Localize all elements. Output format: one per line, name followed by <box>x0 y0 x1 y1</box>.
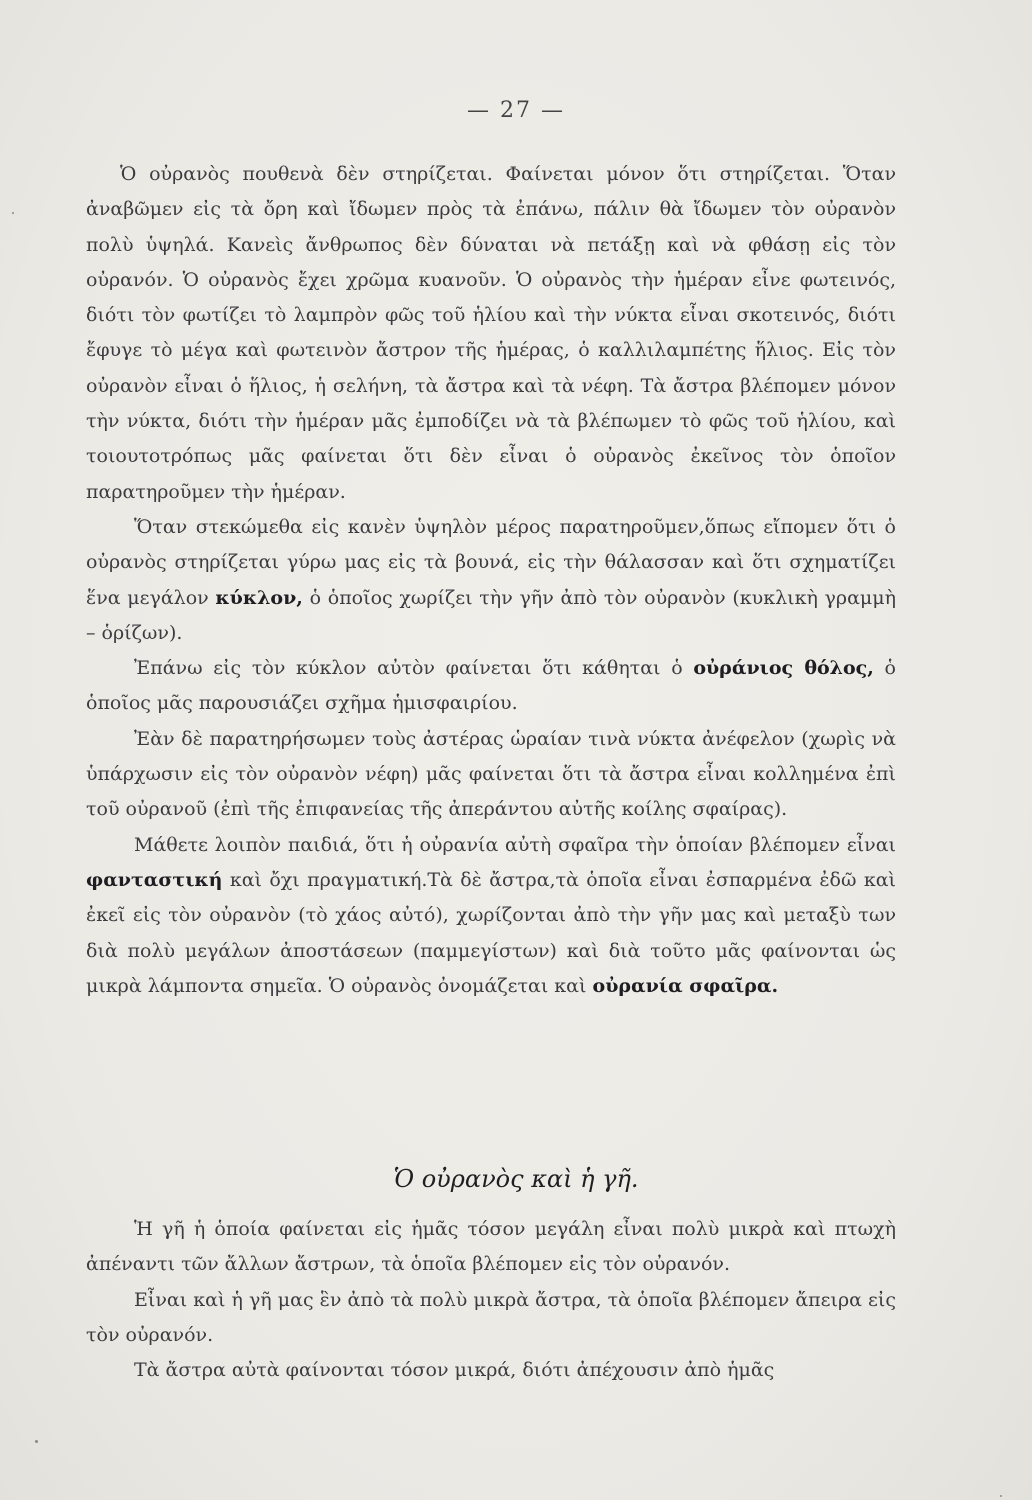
paper-speck <box>12 212 14 214</box>
paragraph-sky-support: Ὁ οὐρανὸς πουθενὰ δὲν στηρίζεται. Φαίνεται μόνον ὅτι στηρίζεται. Ὅταν ἀναβῶμεν εἰς τὰ ὄρη καὶ ἴδωμεν πρὸς τὰ ἐπάνω, πάλιν θὰ ἴδωμεν τὸν οὐρανὸν πολὺ ὑψηλά. Κανεὶς ἄνθρωπος δὲν δύναται νὰ πετάξῃ καὶ νὰ φθάσῃ εἰς τὸν οὐρανόν. Ὁ οὐρανὸς ἔχει χρῶμα κυανοῦν. Ὁ οὐρανὸς τὴν ἡμέραν εἶνε φωτεινός, διότι τὸν φωτίζει τὸ λαμπρὸν φῶς τοῦ ἡλίου καὶ τὴν νύκτα εἶναι σκοτεινός, διότι ἔφυγε τὸ μέγα καὶ φωτεινὸν ἄστρον τῆς ἡμέρας, ὁ καλλιλαμπέτης ἥλιος. Εἰς τὸν οὐρανὸν εἶναι ὁ ἥλιος, ἡ σελήνη, τὰ ἄστρα καὶ τὰ νέφη. Τὰ ἄστρα βλέπομεν μόνον τὴν νύκτα, διότι τὴν ἡμέραν μᾶς ἐμποδίζει νὰ τὰ βλέπωμεν τὸ φῶς τοῦ ἡλίου, καὶ τοιουτοτρόπως μᾶς φαίνεται ὅτι δὲν εἶναι ὁ οὐρανὸς ἐκεῖνος τὸν ὁποῖον παρατηροῦμεν τὴν ἡμέραν. <box>86 163 896 503</box>
paragraph-earth-star: Εἶναι καὶ ἡ γῆ μας ἓν ἀπὸ τὰ πολὺ μικρὰ ἄστρα, τὰ ὁποῖα βλέπομεν ἄπειρα εἰς τὸν οὐρανόν. <box>86 1288 896 1346</box>
paragraph-dome-text-2: ὁ ὁποῖος μᾶς παρουσιάζει σχῆμα ἡμισφαιρίου. <box>86 657 896 715</box>
term-circle: κύκλον, <box>215 586 303 609</box>
term-celestial-sphere: οὐρανία σφαῖρα. <box>592 974 779 997</box>
paragraph-horizon <box>86 510 896 651</box>
paragraph-sphere-text-2: καὶ ὄχι πραγματική.Τὰ δὲ ἄστρα,τὰ ὁποῖα εἶναι ἐσπαρμένα ἐδῶ καὶ ἐκεῖ εἰς τὸν οὐρανὸν (τὸ χάος αὐτό), χωρίζονται ἀπὸ τὴν γῆν μας καὶ μεταξὺ των διὰ πολὺ μεγάλων ἀποστάσεων (παμμεγίστων) καὶ διὰ τοῦτο μᾶς φαίνονται ὡς μικρὰ λάμποντα σημεῖα. Ὁ οὐρανὸς ὀνομάζεται καὶ <box>86 868 896 997</box>
section-text <box>86 1212 896 1388</box>
paragraph-sphere-text-1: Μάθετε λοιπὸν παιδιά, ὅτι ἡ οὐρανία αὐτὴ σφαῖρα τὴν ὁποίαν βλέπομεν εἶναι <box>134 833 896 856</box>
page-number: — 27 — <box>467 98 565 123</box>
paragraph-dome-text-1: Ἐπάνω εἰς τὸν κύκλον αὐτὸν φαίνεται ὅτι κάθηται ὁ <box>134 657 683 680</box>
paragraph-stars-distance: Τὰ ἄστρα αὐτὰ φαίνονται τόσον μικρά, διότι ἀπέχουσιν ἀπὸ ἡμᾶς <box>134 1359 775 1382</box>
paper-speck <box>1000 1495 1002 1497</box>
section-heading: Ὁ οὐρανὸς καὶ ἡ γῆ. <box>393 1165 639 1193</box>
paragraph-horizon-text-1: Ὅταν στεκώμεθα εἰς κανὲν ὑψηλὸν μέρος παρατηροῦμεν,ὅπως εἴπομεν ὅτι ὁ οὐρανὸς στηρίζεται γύρω μας εἰς τὰ βουνά, εἰς τὴν θάλασσαν καὶ ὅτι σχηματίζει ἕνα μεγάλον <box>86 515 896 609</box>
term-celestial-dome: οὐράνιος θόλος, <box>693 657 874 680</box>
paragraph-imaginary-sphere <box>86 828 896 1004</box>
paper-speck <box>35 1440 38 1443</box>
paragraph-horizon-text-2: ὁ ὁποῖος χωρίζει τὴν γῆν ἀπὸ τὸν οὐρανὸν (κυκλικὴ γραμμὴ – ὁρίζων). <box>86 586 896 644</box>
main-text <box>86 157 896 1004</box>
paragraph-stars-stuck: Ἐὰν δὲ παρατηρήσωμεν τοὺς ἀστέρας ὡραίαν τινὰ νύκτα ἀνέφελον (χωρὶς νὰ ὑπάρχωσιν εἰς τὸν οὐρανὸν νέφη) μᾶς φαίνεται ὅτι τὰ ἄστρα εἶναι κολλημένα ἐπὶ τοῦ οὐρανοῦ (ἐπὶ τῆς ἐπιφανείας τῆς ἀπεράντου αὐτῆς κοίλης σφαίρας). <box>86 727 896 821</box>
paragraph-earth-small: Ἡ γῆ ἡ ὁποία φαίνεται εἰς ἡμᾶς τόσον μεγάλη εἶναι πολὺ μικρὰ καὶ πτωχὴ ἀπέναντι τῶν ἄλλων ἄστρων, τὰ ὁποῖα βλέπομεν εἰς τὸν οὐρανόν. <box>86 1218 896 1276</box>
term-imaginary: φανταστική <box>86 868 223 891</box>
paragraph-celestial-dome <box>86 651 896 722</box>
